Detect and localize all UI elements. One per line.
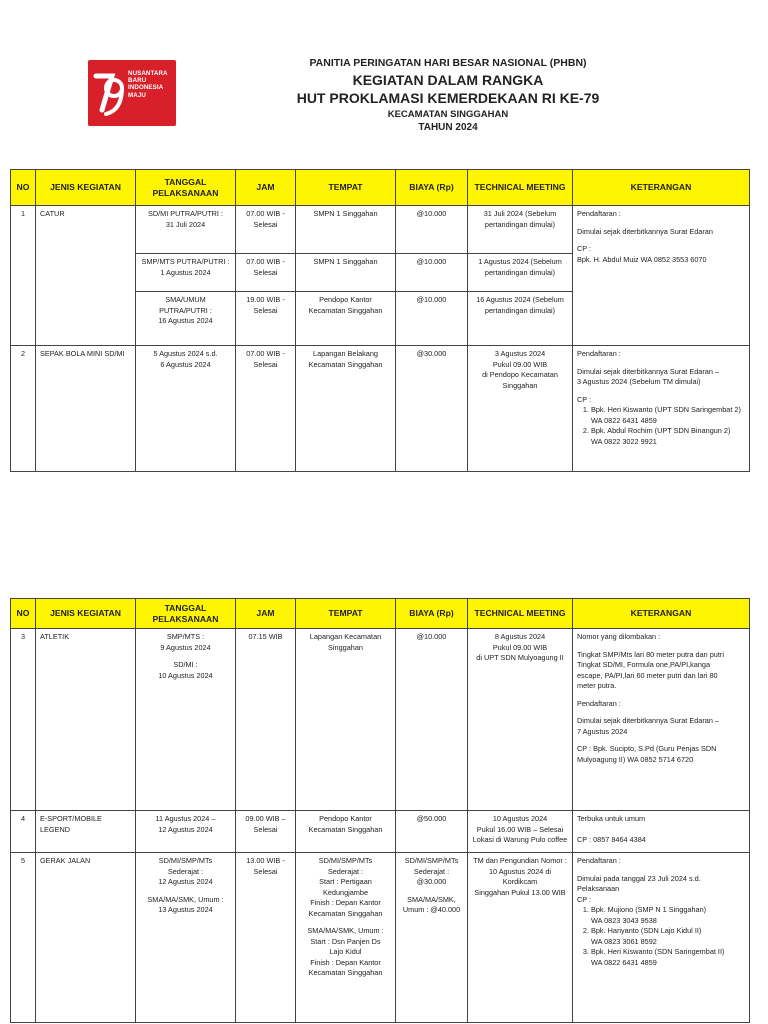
logo-line: MAJU	[128, 91, 146, 99]
cell-tempat: Lapangan Belakang Kecamatan Singgahan	[296, 346, 396, 472]
ket-text: Nomor yang dilombakan :	[577, 632, 661, 641]
cell-biaya: @50.000	[396, 811, 468, 853]
cell-tm: 10 Agustus 2024 Pukul 16.00 WIB – Selesai Lokasi di Warung Pulo coffee	[468, 811, 573, 853]
cell-tanggal: 11 Agustus 2024 – 12 Agustus 2024	[136, 811, 236, 853]
list-item: 2. Bpk. Hariyanto (SDN Lajo Kidul II) WA 0823 3061 8592	[591, 926, 745, 947]
tempat-smp: SD/MI/SMP/MTs Sederajat : Start : Pertigaan Kedungjambe Finish : Depan Kantor Kecamatan Singgahan	[308, 856, 383, 918]
schedule-table-2	[10, 598, 750, 1023]
cell-biaya: @10.000	[396, 206, 468, 254]
col-keterangan: KETERANGAN	[573, 170, 750, 206]
tanggal-smp: SMP/MTS : 9 Agustus 2024	[160, 632, 211, 652]
year: TAHUN 2024	[418, 122, 478, 133]
cell-tm: 3 Agustus 2024 Pukul 09.00 WIB di Pendopo Kecamatan Singgahan	[468, 346, 573, 472]
list-item: 1. Bpk. Heri Kiswanto (UPT SDN Saringembat 2) WA 0822 6431 4859	[591, 405, 745, 426]
col-keterangan: KETERANGAN	[573, 599, 750, 629]
row-no: 1	[11, 206, 36, 346]
cell-biaya: @10.000	[396, 629, 468, 811]
cell-keterangan: Terbuka untuk umum CP : 0857 8464 4384	[573, 811, 750, 853]
row-no: 5	[11, 853, 36, 1023]
cell-jam: 09.00 WIB – Selesai	[236, 811, 296, 853]
ket-contact: CP : Bpk. Sucipto, S.Pd (Guru Penjas SDN Mulyoagung II) WA 0852 5714 6720	[577, 744, 717, 764]
ket-text: Dimulai sejak diterbitkannya Surat Edaran – 3 Agustus 2024 (Sebelum TM dimulai)	[577, 366, 719, 386]
cell-tempat: SMPN 1 Singgahan	[296, 206, 396, 254]
list-item: 3. Bpk. Heri Kiswanto (SDN Saringembat II) WA 0822 6431 4859	[591, 947, 745, 968]
ket-cp-label: CP :	[577, 394, 592, 404]
col-tanggal: TANGGAL PELAKSANAAN	[136, 599, 236, 629]
cell-keterangan	[573, 853, 750, 1023]
ket-text: Dimulai pada tanggal 23 Juli 2024 s.d. Pelaksanaan	[577, 873, 701, 893]
logo-text	[128, 70, 168, 99]
cell-jam: 07.00 WIB - Selesai	[236, 346, 296, 472]
col-tanggal: TANGGAL PELAKSANAAN	[136, 170, 236, 206]
cell-tanggal: SD/MI PUTRA/PUTRI : 31 Juli 2024	[136, 206, 236, 254]
ket-text: Dimulai sejak diterbitkannya Surat Edaran	[577, 226, 713, 236]
cell-jam: 07.15 WIB	[236, 629, 296, 811]
cell-tm: 8 Agustus 2024 Pukul 09.00 WIB di UPT SDN Mulyoagung II	[468, 629, 573, 811]
row-no: 4	[11, 811, 36, 853]
list-item: 1. Bpk. Mujiono (SMP N 1 Singgahan) WA 0823 3043 9538	[591, 905, 745, 926]
cell-tempat: Pendopo Kantor Kecamatan Singgahan	[296, 811, 396, 853]
cell-tanggal: SMP/MTS PUTRA/PUTRI : 1 Agustus 2024	[136, 254, 236, 292]
cell-tempat: Lapangan Kecamatan Singgahan	[296, 629, 396, 811]
cell-jam: 19.00 WIB - Selesai	[236, 292, 296, 346]
cell-tm: TM dan Pengundian Nomor : 10 Agustus 2024 di Kordikcam Singgahan Pukul 13.00 WIB	[468, 853, 573, 1023]
ket-text: Dimulai sejak diterbitkannya Surat Edaran – 7 Agustus 2024	[577, 716, 719, 736]
ket-text: Tingkat SMP/Mts lari 80 meter putra dan putri Tingkat SD/MI, Formula one,PA/PI,kanga escape, PA/PI,lari 60 meter putri dan lari 80 meter putra.	[577, 649, 724, 690]
col-technical-meeting: TECHNICAL MEETING	[468, 170, 573, 206]
tanggal-smp: SD/MI/SMP/MTs Sederajat : 12 Agustus 2024	[158, 856, 213, 886]
cell-keterangan	[573, 206, 750, 346]
col-no: NO	[11, 170, 36, 206]
col-biaya: BIAYA (Rp)	[396, 599, 468, 629]
cell-tempat: SMPN 1 Singgahan	[296, 254, 396, 292]
col-tempat: TEMPAT	[296, 599, 396, 629]
ket-text: Pendaftaran :	[577, 209, 621, 218]
cell-tempat	[296, 853, 396, 1023]
logo-line: NUSANTARA	[128, 70, 168, 77]
table-row	[11, 811, 750, 853]
table-row	[11, 853, 750, 1023]
logo-line: INDONESIA	[128, 84, 164, 92]
tanggal-sd: SD/MI : 10 Agustus 2024	[158, 660, 213, 680]
cell-tanggal	[136, 629, 236, 811]
cell-jam: 07.00 WIB - Selesai	[236, 254, 296, 292]
table-row	[11, 346, 750, 472]
cell-tanggal	[136, 853, 236, 1023]
table-header-row	[11, 599, 750, 629]
biaya-smp: SD/MI/SMP/MTs Sederajat : @30.000	[404, 856, 459, 886]
committee-title: PANITIA PERINGATAN HARI BESAR NASIONAL (PHBN)	[309, 57, 587, 69]
row-activity: GERAK JALAN	[36, 853, 136, 1023]
list-item: 2. Bpk. Abdul Rochim (UPT SDN Binangun 2) WA 0822 3022 9921	[591, 426, 745, 447]
event-subtitle: HUT PROKLAMASI KEMERDEKAAN RI KE-79	[296, 90, 600, 106]
col-jenis-kegiatan: JENIS KEGIATAN	[36, 170, 136, 206]
ket-text: Pendaftaran :	[577, 856, 621, 865]
biaya-sma: SMA/MA/SMK, Umum : @40.000	[402, 894, 461, 914]
row-activity: ATLETIK	[36, 629, 136, 811]
cell-tm: 16 Agustus 2024 (Sebelum pertandingan dimulai)	[468, 292, 573, 346]
col-jam: JAM	[236, 599, 296, 629]
cell-biaya: @10.000	[396, 254, 468, 292]
col-jam: JAM	[236, 170, 296, 206]
logo-line: BARU	[128, 77, 147, 85]
cell-keterangan	[573, 629, 750, 811]
tanggal-sma: SMA/MA/SMK, Umum : 13 Agustus 2024	[147, 894, 224, 914]
contact-list	[577, 905, 745, 968]
row-activity: CATUR	[36, 206, 136, 346]
row-activity: SEPAK BOLA MINI SD/MI	[36, 346, 136, 472]
row-activity: E-SPORT/MOBILE LEGEND	[36, 811, 136, 853]
ket-contact: CP : Bpk. H. Abdul Muiz WA 0852 3553 6070	[577, 244, 707, 264]
cell-tempat: Pendopo Kantor Kecamatan Singgahan	[296, 292, 396, 346]
cell-tm: 1 Agustus 2024 (Sebelum pertandingan dimulai)	[468, 254, 573, 292]
cell-tanggal: SMA/UMUM PUTRA/PUTRI : 16 Agustus 2024	[136, 292, 236, 346]
ket-text: Pendaftaran :	[577, 349, 621, 358]
ket-text: Pendaftaran :	[577, 698, 621, 708]
row-no: 3	[11, 629, 36, 811]
table-row	[11, 206, 750, 254]
col-biaya: BIAYA (Rp)	[396, 170, 468, 206]
cell-jam: 07.00 WIB - Selesai	[236, 206, 296, 254]
tempat-sma: SMA/MA/SMK, Umum : Start : Dsn Panjen Ds Lajo Kidul Finish : Depan Kantor Kecamatan Singgahan	[307, 926, 384, 977]
table-header-row	[11, 170, 750, 206]
schedule-table-1	[10, 169, 750, 472]
cell-keterangan	[573, 346, 750, 472]
cell-tanggal: 5 Agustus 2024 s.d. 6 Agustus 2024	[136, 346, 236, 472]
cell-biaya: @10.000	[396, 292, 468, 346]
ket-cp-label: CP :	[577, 894, 592, 904]
cell-tm: 31 Juli 2024 (Sebelum pertandingan dimulai)	[468, 206, 573, 254]
cell-biaya: @30.000	[396, 346, 468, 472]
col-no: NO	[11, 599, 36, 629]
nusantara-baru-logo	[88, 60, 176, 126]
cell-jam: 13.00 WIB - Selesai	[236, 853, 296, 1023]
event-title: KEGIATAN DALAM RANGKA	[352, 72, 544, 88]
col-tempat: TEMPAT	[296, 170, 396, 206]
table-row	[11, 629, 750, 811]
hut-79-logo-icon	[92, 66, 128, 120]
col-technical-meeting: TECHNICAL MEETING	[468, 599, 573, 629]
district-name: KECAMATAN SINGGAHAN	[387, 109, 509, 120]
cell-biaya	[396, 853, 468, 1023]
col-jenis-kegiatan: JENIS KEGIATAN	[36, 599, 136, 629]
contact-list	[577, 405, 745, 447]
row-no: 2	[11, 346, 36, 472]
